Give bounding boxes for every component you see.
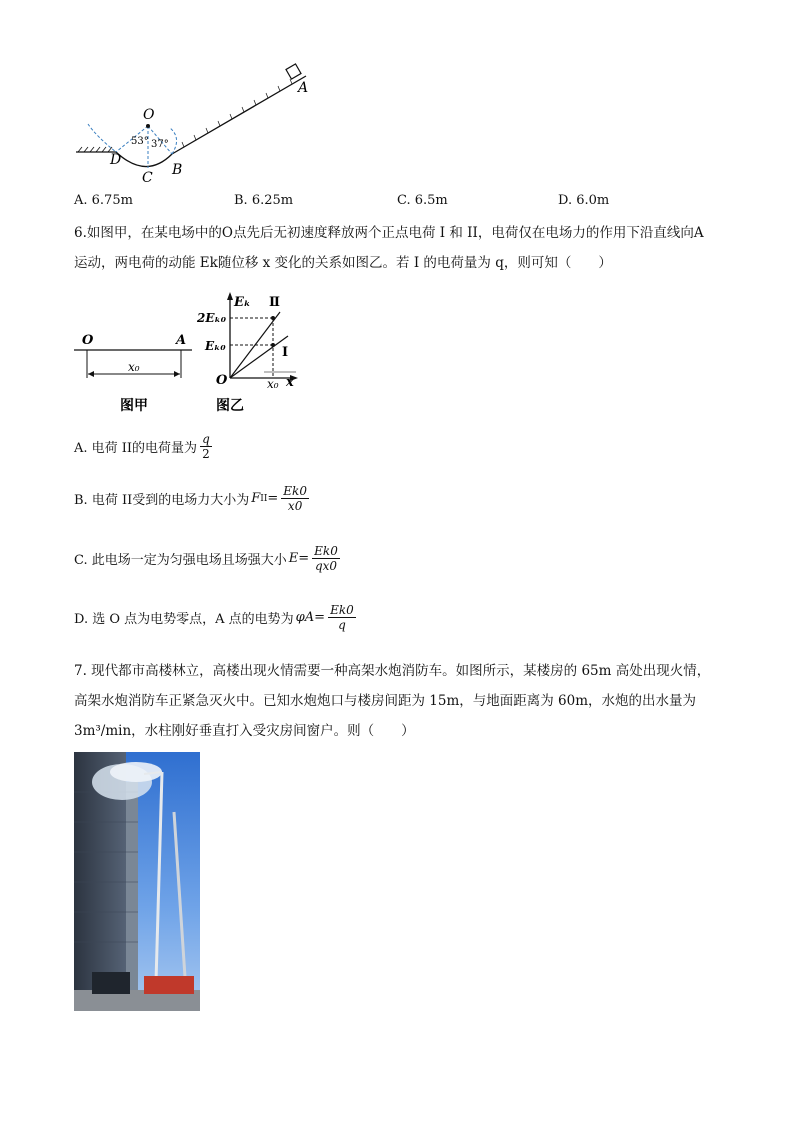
q5-option-d: D. 6.0m — [558, 193, 610, 208]
incline-figure — [74, 58, 324, 186]
figure-jia — [74, 328, 194, 416]
jia-caption: 图甲 — [120, 398, 148, 414]
yi-label-ek: Eₖ — [234, 295, 251, 310]
label-angle37: 37° — [151, 139, 169, 150]
yi-label-x0: x₀ — [267, 377, 279, 391]
q7-stem-line3: 3m³/min，水柱刚好垂直打入受灾房间窗户。则（ ） — [74, 723, 415, 739]
jia-label-x0: x₀ — [128, 360, 140, 374]
q6-choice-a-fraction — [200, 432, 212, 461]
yi-label-II: Ⅱ — [269, 295, 280, 310]
q6-choice-a-text: A. 电荷 II的电荷量为 — [74, 441, 198, 456]
yi-label-2ek0: 2Eₖ₀ — [197, 311, 227, 325]
q6-choice-b-text: B. 电荷 II受到的电场力大小为 — [74, 493, 250, 508]
q5-options — [74, 193, 714, 211]
label-angle53: 53° — [131, 136, 149, 147]
q7-stem-line1: 7. 现代都市高楼林立，高楼出现火情需要一种高架水炮消防车。如图所示，某楼房的 65m 高处出现火情， — [74, 663, 711, 679]
jia-label-O: O — [82, 333, 94, 348]
yi-label-I: Ⅰ — [282, 345, 289, 360]
frac-numerator: Ek0 — [283, 484, 307, 498]
q6-choice-d — [74, 603, 356, 632]
q6-stem-line2: 运动，两电荷的动能 Ek随位移 x 变化的关系如图乙。若 I 的电荷量为 q，则可知（ ） — [74, 255, 612, 271]
label-D: D — [110, 152, 122, 168]
q6-choice-b-lhs-sub: II — [260, 493, 268, 504]
yi-caption: 图乙 — [216, 398, 244, 414]
jia-label-A: A — [176, 333, 187, 348]
q6-choice-b-fraction — [281, 484, 309, 513]
frac-numerator: Ek0 — [314, 544, 338, 558]
q6-choice-c-text: C. 此电场一定为匀强电场且场强大小 — [74, 553, 287, 568]
q6-stem-line1: 6.如图甲，在某电场中的O点先后无初速度释放两个正点电荷 I 和 II，电荷仅在电场力的作用下沿直线向A — [74, 225, 704, 241]
q6-choice-c-eq: = — [298, 551, 310, 566]
q6-choice-b-lhs: F — [251, 491, 261, 506]
q6-choice-c-lhs: E — [288, 551, 299, 566]
q6-choice-c-fraction — [312, 544, 340, 573]
label-O: O — [143, 107, 155, 123]
q6-choice-d-eq: = — [314, 610, 326, 625]
q5-option-b: B. 6.25m — [234, 193, 294, 208]
q6-choice-d-lhs: φA — [295, 610, 315, 625]
q6-choice-c — [74, 544, 340, 573]
label-C: C — [142, 170, 153, 186]
q5-option-c: C. 6.5m — [397, 193, 448, 208]
fire-truck-photo — [74, 752, 200, 1011]
frac-denominator: x0 — [287, 499, 303, 513]
yi-label-O: O — [216, 373, 228, 388]
yi-label-x: x — [286, 375, 294, 390]
q6-choice-d-text: D. 选 O 点为电势零点，A 点的电势为 — [74, 612, 294, 627]
yi-label-ek0: Eₖ₀ — [205, 339, 226, 353]
frac-numerator: q — [202, 432, 210, 446]
q6-choice-a — [74, 432, 212, 461]
q6-choice-d-fraction — [328, 603, 356, 632]
frac-denominator: qx0 — [314, 559, 338, 573]
q7-stem-line2: 高架水炮消防车正紧急灭火中。已知水炮炮口与楼房间距为 15m，与地面距离为 60m，水炮的出水量为 — [74, 693, 697, 709]
q6-choice-b-eq: = — [267, 491, 279, 506]
figure-yi — [196, 290, 300, 418]
q5-option-a: A. 6.75m — [74, 193, 133, 208]
frac-denominator: 2 — [202, 447, 210, 461]
frac-numerator: Ek0 — [330, 603, 354, 617]
frac-denominator: q — [338, 618, 346, 632]
label-B: B — [172, 162, 183, 178]
label-A: A — [298, 80, 309, 96]
q6-choice-b — [74, 484, 309, 513]
